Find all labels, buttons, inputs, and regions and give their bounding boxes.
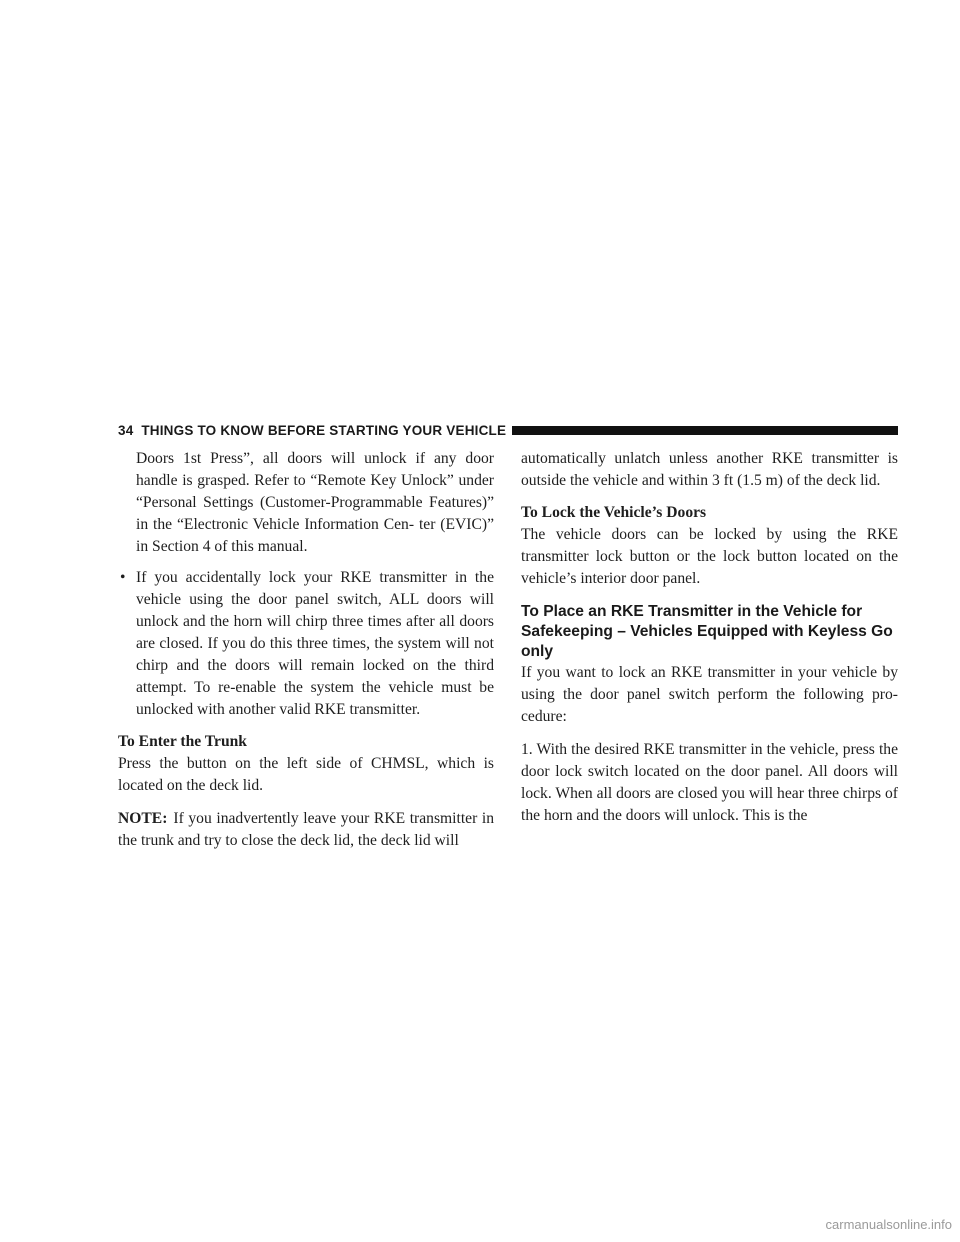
- left-column: [118, 448, 494, 852]
- running-header: [118, 423, 512, 438]
- section-title: THINGS TO KNOW BEFORE STARTING YOUR VEHICLE: [141, 422, 507, 438]
- bullet-text: If you accidentally lock your RKE transmitter in the vehicle using the door panel switch, ALL doors will unlock and the horn will chirp three times after all doors are closed. If you do this three times, the system will not chirp and the doors will remain locked on the third attempt. To re-enable the system the vehicle must be unlocked with another valid RKE transmitter.: [136, 569, 494, 718]
- trunk-heading: To Enter the Trunk: [118, 733, 247, 750]
- trunk-text: Press the button on the left side of CHMSL, which is located on the deck lid.: [118, 755, 494, 794]
- header-rule: [512, 426, 898, 435]
- page-header: [118, 420, 898, 440]
- note-label: NOTE:: [118, 810, 168, 827]
- continued-paragraph: Doors 1st Press”, all doors will unlock if any door handle is grasped. Refer to “Remote Key Unlock” under “Personal Settings (Customer-Programmable Features)” in the “Electronic Vehicle Information Cen- ter (EVIC)” in Section 4 of this manual.: [136, 450, 494, 555]
- note-continuation: automatically unlatch unless another RKE transmitter is outside the vehicle and within 3 ft (1.5 m) of the deck lid.: [521, 450, 898, 489]
- page-number: 34: [118, 422, 134, 438]
- lock-text: The vehicle doors can be locked by using the RKE transmitter lock button or the lock button located on the vehicle’s interior door panel.: [521, 526, 898, 587]
- lock-heading: To Lock the Vehicle’s Doors: [521, 504, 707, 521]
- place-heading: To Place an RKE Transmitter in the Vehicle for Safekeeping – Vehicles Equipped with Keyless Go only: [521, 603, 893, 660]
- bullet-icon: •: [120, 569, 126, 586]
- watermark: carmanualsonline.info: [825, 1217, 952, 1232]
- bullet-item: [118, 567, 494, 721]
- place-text: If you want to lock an RKE transmitter in your vehicle by using the door panel switch perform the following pro- cedure:: [521, 664, 898, 725]
- step-1: 1. With the desired RKE transmitter in the vehicle, press the door lock switch located on the door panel. All doors will lock. When all doors are closed you will hear three chirps of the horn and the doors will unlock. This is the: [521, 741, 898, 824]
- note-paragraph: [118, 808, 494, 852]
- right-column: [521, 448, 898, 827]
- note-text: If you inadvertently leave your RKE transmitter in the trunk and try to close the deck lid, the deck lid will: [118, 810, 494, 849]
